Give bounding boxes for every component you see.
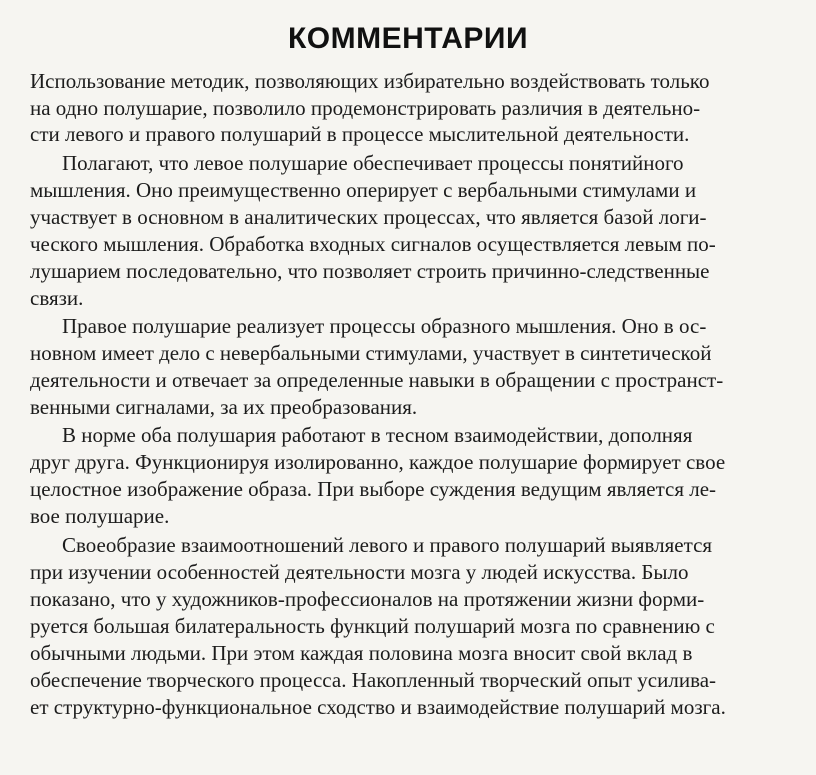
text-line: лушарием последовательно, что позволяет строить причинно-следственные: [30, 259, 710, 283]
text-line: на одно полушарие, позволило продемонстрировать различия в деятельно-: [30, 96, 701, 120]
text-line: ет структурно-функциональное сходство и взаимодействие полушарий мозга.: [30, 695, 726, 719]
text-line: друг друга. Функционируя изолированно, каждое полушарие формирует свое: [30, 450, 726, 474]
text-line: венными сигналами, за их преобразования.: [30, 395, 418, 419]
text-line: вое полушарие.: [30, 504, 170, 528]
text-line: В норме оба полушария работают в тесном взаимодействии, дополняя: [62, 423, 693, 447]
page-title: КОММЕНТАРИИ: [287, 22, 529, 55]
text-line: мышления. Оно преимущественно оперирует с вербальными стимулами и: [30, 178, 697, 202]
text-line: новном имеет дело с невербальными стимулами, участвует в синтетической: [30, 341, 712, 365]
text-line: деятельности и отвечает за определенные навыки в обращении с пространст-: [30, 368, 724, 392]
text-line: целостное изображение образа. При выборе суждения ведущим является ле-: [30, 477, 717, 501]
text-line: сти левого и правого полушарий в процессе мыслительной деятельности.: [30, 122, 690, 146]
text-line: руется большая билатеральность функций полушарий мозга по сравнению с: [30, 614, 715, 638]
text-line: Полагают, что левое полушарие обеспечивает процессы понятийного: [62, 151, 684, 175]
text-line: участвует в основном в аналитических процессах, что является базой логи-: [30, 205, 707, 229]
text-line: ческого мышления. Обработка входных сигналов осуществляется левым по-: [30, 232, 716, 256]
text-line: при изучении особенностей деятельности мозга у людей искусства. Было: [30, 560, 689, 584]
text-line: связи.: [30, 286, 84, 310]
text-line: показано, что у художников-профессионалов на протяжении жизни форми-: [30, 587, 705, 611]
text-line: обеспечение творческого процесса. Накопленный творческий опыт усилива-: [30, 668, 717, 692]
text-line: обычными людьми. При этом каждая половина мозга вносит свой вклад в: [30, 641, 693, 665]
text-line: Использование методик, позволяющих избирательно воздействовать только: [30, 69, 710, 93]
text-line: Своеобразие взаимоотношений левого и правого полушарий выявляется: [62, 533, 713, 557]
text-line: Правое полушарие реализует процессы образного мышления. Оно в ос-: [62, 314, 707, 338]
